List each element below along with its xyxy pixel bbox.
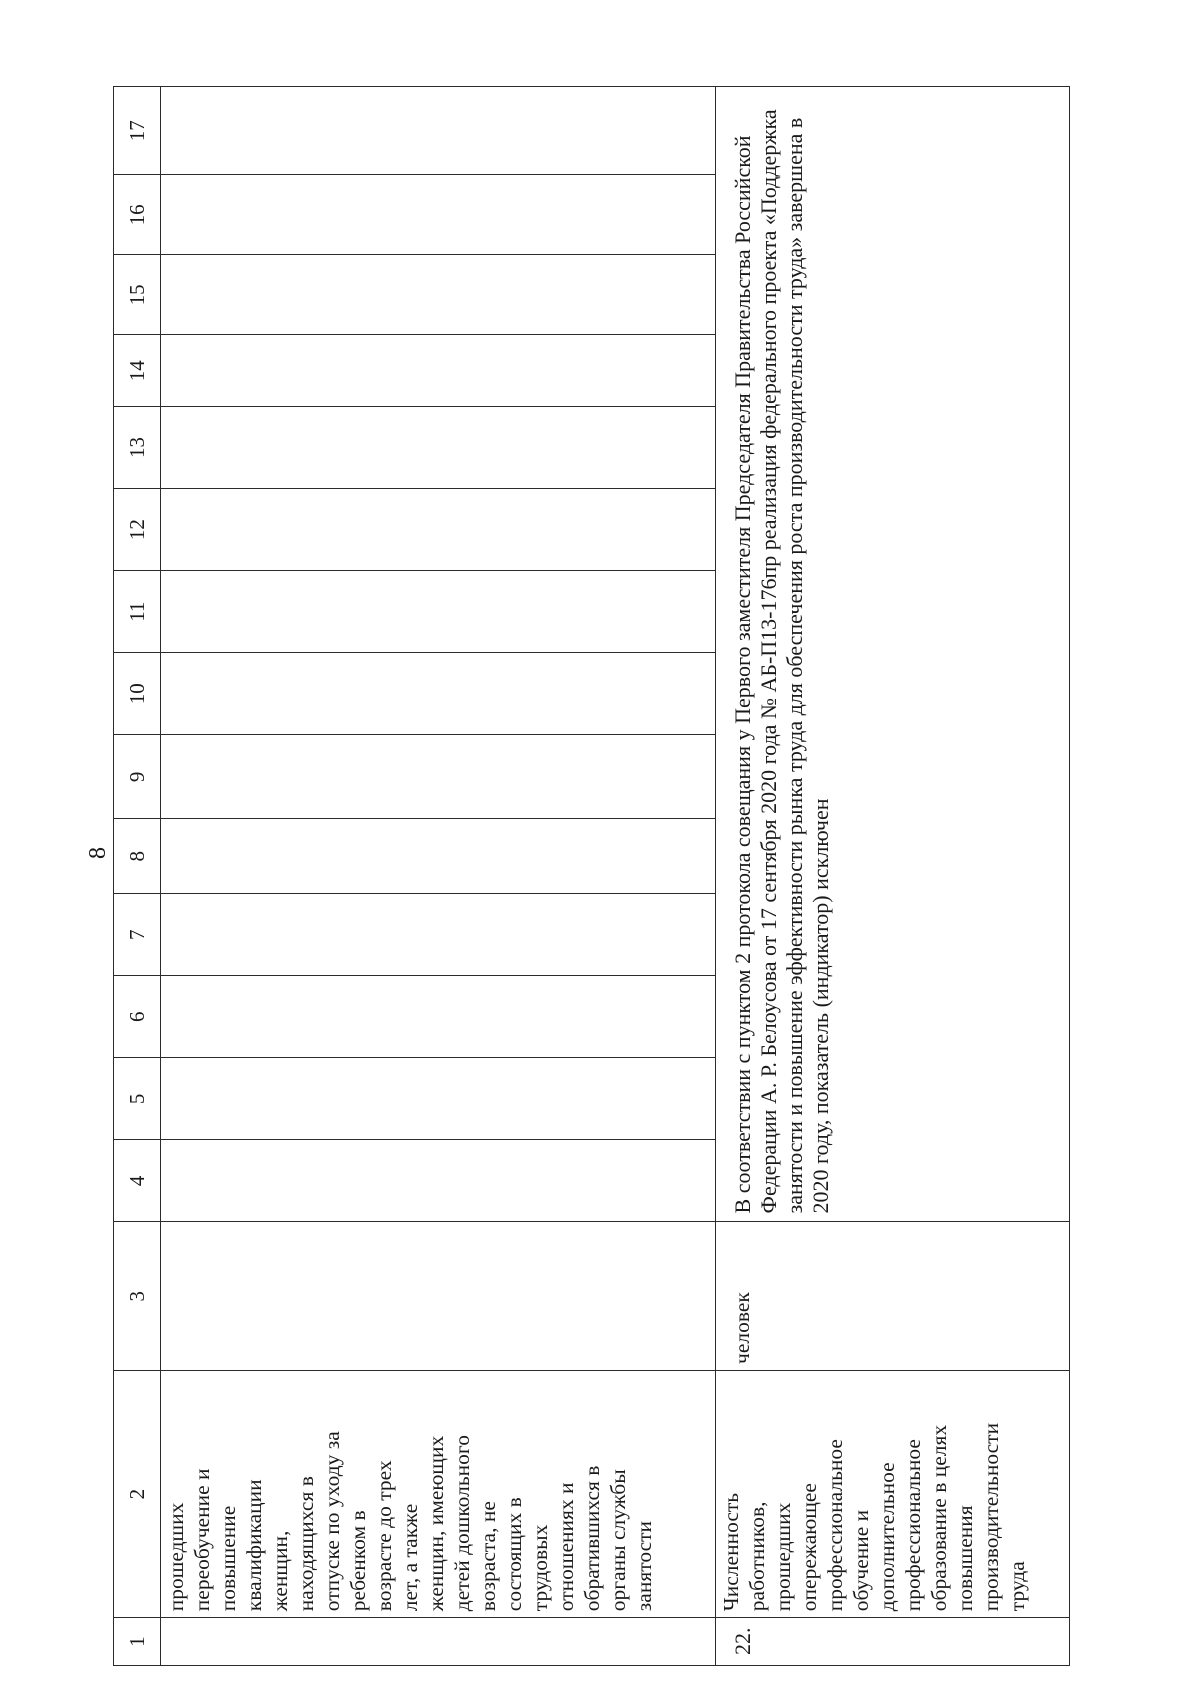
col-header-6: 6 [114,976,161,1058]
cell-indicator-name [716,1370,1070,1617]
cell-unit [716,1222,1070,1371]
cell-value [161,407,716,489]
cell-value [161,1058,716,1140]
unit-text: человек [730,1292,754,1364]
col-header-17: 17 [114,87,161,175]
indicator-name-text: прошедших переобучение и повышение квалификации женщин, находящихся в отпуске по уходу за ребенком в возрасте до трех лет, а также женщин, имеющих детей дошкольного возраста, не состоящих в трудовых отношениях и обратившихся в органы службы занятости [164,1431,656,1612]
cell-unit [161,1222,716,1371]
cell-value [161,175,716,255]
col-header-2: 2 [114,1370,161,1617]
cell-indicator-name [161,1370,716,1617]
col-header-12: 12 [114,489,161,571]
col-header-3: 3 [114,1222,161,1371]
col-header-13: 13 [114,407,161,489]
col-header-16: 16 [114,175,161,255]
cell-value [161,87,716,175]
col-header-10: 10 [114,653,161,735]
col-header-11: 11 [114,571,161,653]
cell-value [161,489,716,571]
col-header-7: 7 [114,894,161,976]
col-header-8: 8 [114,819,161,894]
table-row-continued [161,87,716,1666]
cell-value [161,1140,716,1222]
col-header-9: 9 [114,735,161,819]
table-stage [113,86,1068,1666]
col-header-14: 14 [114,335,161,407]
col-header-1: 1 [114,1618,161,1666]
header-row [114,87,161,1666]
rotated-table-wrapper [113,86,1068,1666]
cell-value [161,819,716,894]
row-number-text: 22. [730,1627,755,1655]
cell-value [161,571,716,653]
cell-value [161,976,716,1058]
cell-row-number [161,1618,716,1666]
col-header-15: 15 [114,255,161,335]
indicator-name-text: Численность работников, прошедших опережающее профессиональное обучение и дополнительное профессиональное образование в целях повышения производительности труда [719,1422,1029,1612]
page-number: 8 [85,847,111,859]
cell-value [161,335,716,407]
cell-value [161,735,716,819]
exclusion-note-text: В соответствии с пунктом 2 протокола совещания у Первого заместителя Председателя Правительства Российской Федерации А. Р. Белоусова от 17 сентября 2020 года № АБ-П13-176пр реализация федерального проекта «Поддержка занятости и повышение эффективности рынка труда для обеспечения роста производительности труда» завершена в 2020 году, показатель (индикатор) исключен [730,109,833,1214]
cell-row-number [716,1618,1070,1666]
col-header-5: 5 [114,1058,161,1140]
cell-merged-note [716,87,1070,1222]
cell-value [161,894,716,976]
table-row-22 [716,87,1070,1666]
indicators-table [113,86,1070,1666]
cell-value [161,255,716,335]
col-header-4: 4 [114,1140,161,1222]
cell-value [161,653,716,735]
